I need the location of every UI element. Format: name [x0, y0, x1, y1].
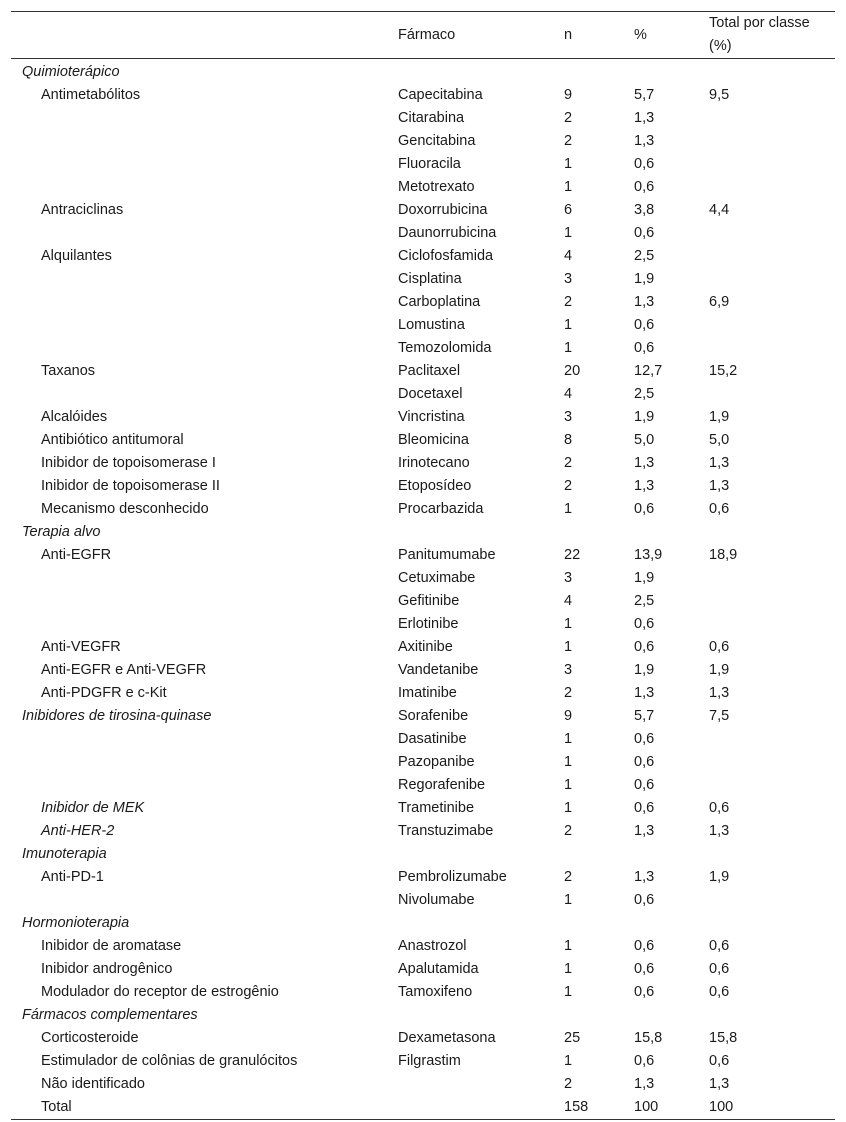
cell-percent: 0,6 — [634, 225, 655, 241]
cell-n: 4 — [564, 386, 573, 402]
cell-n: 3 — [564, 662, 573, 678]
cell-percent — [634, 912, 709, 935]
cell-total-class: 0,6 — [709, 800, 730, 816]
cell-drug: Etoposídeo — [398, 478, 472, 494]
table-row — [11, 1096, 835, 1120]
cell-percent: 2,5 — [634, 248, 655, 264]
table-row — [11, 820, 835, 843]
cell-drug: Regorafenibe — [398, 777, 486, 793]
cell-class — [11, 889, 398, 912]
table-body — [11, 59, 835, 1120]
cell-class — [11, 176, 398, 199]
cell-percent: 1,3 — [634, 110, 655, 126]
cell-percent: 5,0 — [634, 432, 655, 448]
cell-total-class: 1,3 — [709, 685, 730, 701]
cell-class — [11, 153, 398, 176]
cell-drug: Panitumumabe — [398, 547, 496, 563]
cell-total-class — [709, 337, 835, 360]
cell-class — [11, 268, 398, 291]
cell-drug: Dasatinibe — [398, 731, 467, 747]
cell-total-class: 0,6 — [709, 938, 730, 954]
cell-n: 1 — [564, 639, 573, 655]
cell-n: 1 — [564, 616, 573, 632]
cell-total-class: 5,0 — [709, 432, 730, 448]
cell-class: Alquilantes — [41, 248, 112, 264]
table-row — [11, 130, 835, 153]
cell-drug — [398, 843, 564, 866]
cell-percent: 1,3 — [634, 823, 655, 839]
cell-n: 1 — [564, 800, 573, 816]
table-row — [11, 659, 835, 682]
cell-n — [564, 521, 634, 544]
cell-total-class: 0,6 — [709, 1053, 730, 1069]
cell-drug: Dexametasona — [398, 1030, 496, 1046]
cell-n: 158 — [564, 1096, 634, 1120]
cell-n: 20 — [564, 363, 581, 379]
cell-drug: Irinotecano — [398, 455, 470, 471]
cell-class: Terapia alvo — [22, 524, 101, 540]
cell-class: Anti-EGFR e Anti-VEGFR — [41, 662, 207, 678]
cell-percent: 0,6 — [634, 961, 655, 977]
table-row — [11, 544, 835, 567]
cell-drug: Anastrozol — [398, 938, 467, 954]
cell-percent: 12,7 — [634, 363, 663, 379]
cell-total-class: 1,3 — [709, 455, 730, 471]
cell-percent: 0,6 — [634, 501, 655, 517]
cell-class — [11, 774, 398, 797]
cell-drug: Metotrexato — [398, 179, 475, 195]
cell-drug: Axitinibe — [398, 639, 453, 655]
cell-n: 1 — [564, 1053, 573, 1069]
cell-total-class — [709, 130, 835, 153]
cell-class: Inibidor androgênico — [41, 961, 173, 977]
cell-n: 2 — [564, 455, 573, 471]
cell-drug: Temozolomida — [398, 340, 492, 356]
cell-class: Mecanismo desconhecido — [41, 501, 209, 517]
cell-class: Fármacos complementares — [22, 1007, 198, 1023]
cell-class: Antraciclinas — [41, 202, 124, 218]
cell-percent — [634, 521, 709, 544]
cell-total-class: 1,9 — [709, 409, 730, 425]
table-row — [11, 774, 835, 797]
table-row — [11, 153, 835, 176]
cell-percent: 15,8 — [634, 1030, 663, 1046]
cell-total-class — [709, 889, 835, 912]
cell-percent: 1,3 — [634, 478, 655, 494]
cell-n: 3 — [564, 271, 573, 287]
cell-percent: 0,6 — [634, 892, 655, 908]
cell-percent: 5,7 — [634, 87, 655, 103]
table-row — [11, 199, 835, 222]
cell-percent: 0,6 — [634, 156, 655, 172]
cell-class: Não identificado — [41, 1076, 145, 1092]
cell-total-class: 15,8 — [709, 1030, 738, 1046]
cell-class: Inibidor de topoisomerase I — [41, 455, 216, 471]
cell-total-class — [709, 567, 835, 590]
cell-class — [11, 728, 398, 751]
table-row — [11, 383, 835, 406]
cell-class: Modulador do receptor de estrogênio — [41, 984, 279, 1000]
cell-drug: Gencitabina — [398, 133, 476, 149]
table-row — [11, 475, 835, 498]
cell-total-class — [709, 590, 835, 613]
cell-n: 6 — [564, 202, 573, 218]
header-drug: Fármaco — [398, 12, 564, 59]
cell-n: 22 — [564, 547, 581, 563]
cell-n: 1 — [564, 225, 573, 241]
cell-drug: Cisplatina — [398, 271, 462, 287]
table-row — [11, 429, 835, 452]
cell-n — [564, 843, 634, 866]
header-n: n — [564, 12, 634, 59]
cell-class: Inibidor de MEK — [41, 800, 145, 816]
cell-total-class: 1,9 — [709, 662, 730, 678]
category-row — [11, 59, 835, 85]
cell-n — [564, 912, 634, 935]
cell-drug — [398, 1073, 564, 1096]
cell-total-class: 18,9 — [709, 547, 738, 563]
cell-percent: 100 — [634, 1096, 709, 1120]
cell-class: Taxanos — [41, 363, 96, 379]
cell-drug: Filgrastim — [398, 1053, 461, 1069]
cell-drug: Citarabina — [398, 110, 465, 126]
cell-total-class — [709, 912, 835, 935]
cell-n — [564, 59, 634, 85]
cell-drug: Vincristina — [398, 409, 465, 425]
cell-n: 1 — [564, 938, 573, 954]
cell-percent: 1,3 — [634, 294, 655, 310]
cell-percent — [634, 59, 709, 85]
cell-percent: 2,5 — [634, 386, 655, 402]
cell-n: 2 — [564, 823, 573, 839]
cell-n: 2 — [564, 133, 573, 149]
cell-percent: 0,6 — [634, 731, 655, 747]
category-row — [11, 521, 835, 544]
table-row — [11, 751, 835, 774]
cell-percent: 0,6 — [634, 800, 655, 816]
cell-total-class — [709, 1004, 835, 1027]
cell-drug: Capecitabina — [398, 87, 483, 103]
cell-n: 3 — [564, 409, 573, 425]
cell-drug: Apalutamida — [398, 961, 479, 977]
cell-n: 1 — [564, 777, 573, 793]
cell-class — [11, 751, 398, 774]
table-row — [11, 314, 835, 337]
cell-class: Anti-EGFR — [41, 547, 112, 563]
cell-drug: Pazopanibe — [398, 754, 475, 770]
cell-class: Corticosteroide — [41, 1030, 139, 1046]
header-row — [11, 12, 835, 59]
cell-total-class — [709, 314, 835, 337]
cell-percent: 1,3 — [634, 869, 655, 885]
cell-class: Anti-PD-1 — [41, 869, 104, 885]
cell-total-class — [709, 728, 835, 751]
cell-drug — [398, 1096, 564, 1120]
cell-n: 1 — [564, 754, 573, 770]
cell-n: 1 — [564, 317, 573, 333]
cell-drug — [398, 912, 564, 935]
cell-total-class — [709, 521, 835, 544]
cell-percent: 1,3 — [634, 1076, 655, 1092]
cell-total-class: 0,6 — [709, 961, 730, 977]
cell-total-class — [709, 245, 835, 268]
cell-drug: Lomustina — [398, 317, 465, 333]
cell-class: Anti-PDGFR e c-Kit — [41, 685, 167, 701]
cell-n: 1 — [564, 892, 573, 908]
cell-percent: 1,9 — [634, 662, 655, 678]
cell-n: 8 — [564, 432, 573, 448]
cell-total-class: 1,3 — [709, 1076, 730, 1092]
cell-drug: Doxorrubicina — [398, 202, 488, 218]
cell-class: Anti-HER-2 — [41, 823, 115, 839]
cell-n: 9 — [564, 87, 573, 103]
cell-percent: 0,6 — [634, 340, 655, 356]
cell-drug — [398, 521, 564, 544]
cell-n: 2 — [564, 685, 573, 701]
cell-drug: Pembrolizumabe — [398, 869, 507, 885]
table-row — [11, 452, 835, 475]
cell-n: 2 — [564, 478, 573, 494]
cell-total-class — [709, 613, 835, 636]
cell-percent — [634, 843, 709, 866]
table-row — [11, 498, 835, 521]
table-row — [11, 84, 835, 107]
table-row — [11, 1027, 835, 1050]
table-row — [11, 981, 835, 1004]
cell-total-class: 1,3 — [709, 823, 730, 839]
table-header — [11, 12, 835, 59]
cell-total-class: 1,3 — [709, 478, 730, 494]
cell-total-class — [709, 153, 835, 176]
table-row — [11, 636, 835, 659]
cell-total-class — [709, 59, 835, 85]
cell-percent: 1,3 — [634, 455, 655, 471]
cell-drug: Tamoxifeno — [398, 984, 473, 1000]
table-row — [11, 176, 835, 199]
cell-drug — [398, 59, 564, 85]
cell-n: 3 — [564, 570, 573, 586]
cell-n: 2 — [564, 110, 573, 126]
header-percent: % — [634, 12, 709, 59]
cell-n: 1 — [564, 961, 573, 977]
cell-percent: 3,8 — [634, 202, 655, 218]
table-row — [11, 245, 835, 268]
table-row — [11, 728, 835, 751]
cell-percent: 1,9 — [634, 409, 655, 425]
cell-class — [11, 291, 398, 314]
cell-class: Quimioterápico — [22, 64, 120, 80]
cell-drug: Procarbazida — [398, 501, 484, 517]
cell-class — [11, 222, 398, 245]
table-row — [11, 958, 835, 981]
table-row — [11, 705, 835, 728]
cell-drug: Cetuximabe — [398, 570, 476, 586]
table-row — [11, 406, 835, 429]
category-row — [11, 843, 835, 866]
cell-total-class: 6,9 — [709, 294, 730, 310]
cell-n: 1 — [564, 179, 573, 195]
cell-percent: 0,6 — [634, 1053, 655, 1069]
cell-percent: 0,6 — [634, 179, 655, 195]
cell-drug: Ciclofosfamida — [398, 248, 494, 264]
cell-n: 2 — [564, 869, 573, 885]
cell-drug: Transtuzimabe — [398, 823, 494, 839]
cell-class: Antibiótico antitumoral — [41, 432, 184, 448]
cell-drug: Trametinibe — [398, 800, 475, 816]
cell-percent: 0,6 — [634, 777, 655, 793]
cell-class: Estimulador de colônias de granulócitos — [41, 1053, 298, 1069]
cell-drug: Nivolumabe — [398, 892, 475, 908]
table-row — [11, 682, 835, 705]
cell-total-class — [709, 751, 835, 774]
cell-total-class: 9,5 — [709, 87, 730, 103]
cell-class — [11, 107, 398, 130]
cell-class — [11, 383, 398, 406]
table-row — [11, 337, 835, 360]
cell-class — [11, 590, 398, 613]
cell-total-class — [709, 843, 835, 866]
cell-drug: Vandetanibe — [398, 662, 479, 678]
cell-percent: 2,5 — [634, 593, 655, 609]
cell-class — [11, 337, 398, 360]
cell-percent: 1,3 — [634, 133, 655, 149]
cell-drug: Sorafenibe — [398, 708, 469, 724]
category-row — [11, 912, 835, 935]
cell-drug: Docetaxel — [398, 386, 463, 402]
cell-drug: Carboplatina — [398, 294, 481, 310]
cell-percent: 0,6 — [634, 639, 655, 655]
cell-total-class: 100 — [709, 1096, 835, 1120]
cell-class — [11, 567, 398, 590]
cell-total-class: 0,6 — [709, 501, 730, 517]
category-row — [11, 1004, 835, 1027]
cell-n: 1 — [564, 984, 573, 1000]
table-row — [11, 866, 835, 889]
cell-n: 4 — [564, 593, 573, 609]
cell-class: Anti-VEGFR — [41, 639, 121, 655]
cell-drug: Erlotinibe — [398, 616, 459, 632]
cell-class: Imunoterapia — [22, 846, 107, 862]
cell-class: Inibidor de aromatase — [41, 938, 182, 954]
cell-n: 9 — [564, 708, 573, 724]
table-row — [11, 222, 835, 245]
cell-percent: 0,6 — [634, 984, 655, 1000]
table-row — [11, 107, 835, 130]
cell-total-class — [709, 268, 835, 291]
cell-n — [564, 1004, 634, 1027]
cell-percent: 1,9 — [634, 570, 655, 586]
table-row — [11, 797, 835, 820]
cell-class — [11, 314, 398, 337]
cell-total-class — [709, 774, 835, 797]
cell-drug: Bleomicina — [398, 432, 469, 448]
cell-total-class: 1,9 — [709, 869, 730, 885]
cell-percent: 1,3 — [634, 685, 655, 701]
cell-percent: 0,6 — [634, 317, 655, 333]
table-row — [11, 291, 835, 314]
cell-total-class — [709, 222, 835, 245]
table-row — [11, 889, 835, 912]
cell-total-class — [709, 176, 835, 199]
cell-class: Alcalóides — [41, 409, 108, 425]
header-total-class: Total por classe (%) — [709, 12, 835, 59]
cell-percent — [634, 1004, 709, 1027]
table-row — [11, 1050, 835, 1073]
cell-percent: 1,9 — [634, 271, 655, 287]
cell-total-class: 0,6 — [709, 639, 730, 655]
cell-n: 2 — [564, 1076, 573, 1092]
cell-n: 25 — [564, 1030, 581, 1046]
table-row — [11, 360, 835, 383]
table-row — [11, 590, 835, 613]
table-row — [11, 935, 835, 958]
table-row — [11, 268, 835, 291]
cell-drug — [398, 1004, 564, 1027]
table-row — [11, 613, 835, 636]
cell-percent: 5,7 — [634, 708, 655, 724]
header-class — [11, 12, 398, 59]
cell-total-class — [709, 383, 835, 406]
cell-percent: 0,6 — [634, 938, 655, 954]
cell-class: Hormonioterapia — [22, 915, 130, 931]
cell-total-class: 0,6 — [709, 984, 730, 1000]
cell-n: 1 — [564, 340, 573, 356]
cell-total-class: 15,2 — [709, 363, 738, 379]
cell-class: Inibidores de tirosina-quinase — [22, 708, 212, 724]
cell-percent: 13,9 — [634, 547, 663, 563]
cell-total-class — [709, 107, 835, 130]
cell-class — [11, 613, 398, 636]
cell-drug: Daunorrubicina — [398, 225, 497, 241]
cell-class: Total — [11, 1096, 398, 1120]
table-row — [11, 567, 835, 590]
drug-table-container — [11, 11, 835, 1120]
cell-class: Antimetabólitos — [41, 87, 141, 103]
cell-percent: 0,6 — [634, 754, 655, 770]
cell-total-class: 7,5 — [709, 708, 730, 724]
cell-total-class: 4,4 — [709, 202, 730, 218]
cell-n: 1 — [564, 501, 573, 517]
cell-n: 1 — [564, 156, 573, 172]
cell-drug: Imatinibe — [398, 685, 457, 701]
cell-class — [11, 130, 398, 153]
cell-drug: Fluoracila — [398, 156, 461, 172]
table-row — [11, 1073, 835, 1096]
cell-drug: Paclitaxel — [398, 363, 461, 379]
cell-percent: 0,6 — [634, 616, 655, 632]
drug-table — [11, 11, 835, 1120]
cell-drug: Gefitinibe — [398, 593, 460, 609]
cell-n: 1 — [564, 731, 573, 747]
cell-n: 2 — [564, 294, 573, 310]
cell-n: 4 — [564, 248, 573, 264]
cell-class: Inibidor de topoisomerase II — [41, 478, 220, 494]
